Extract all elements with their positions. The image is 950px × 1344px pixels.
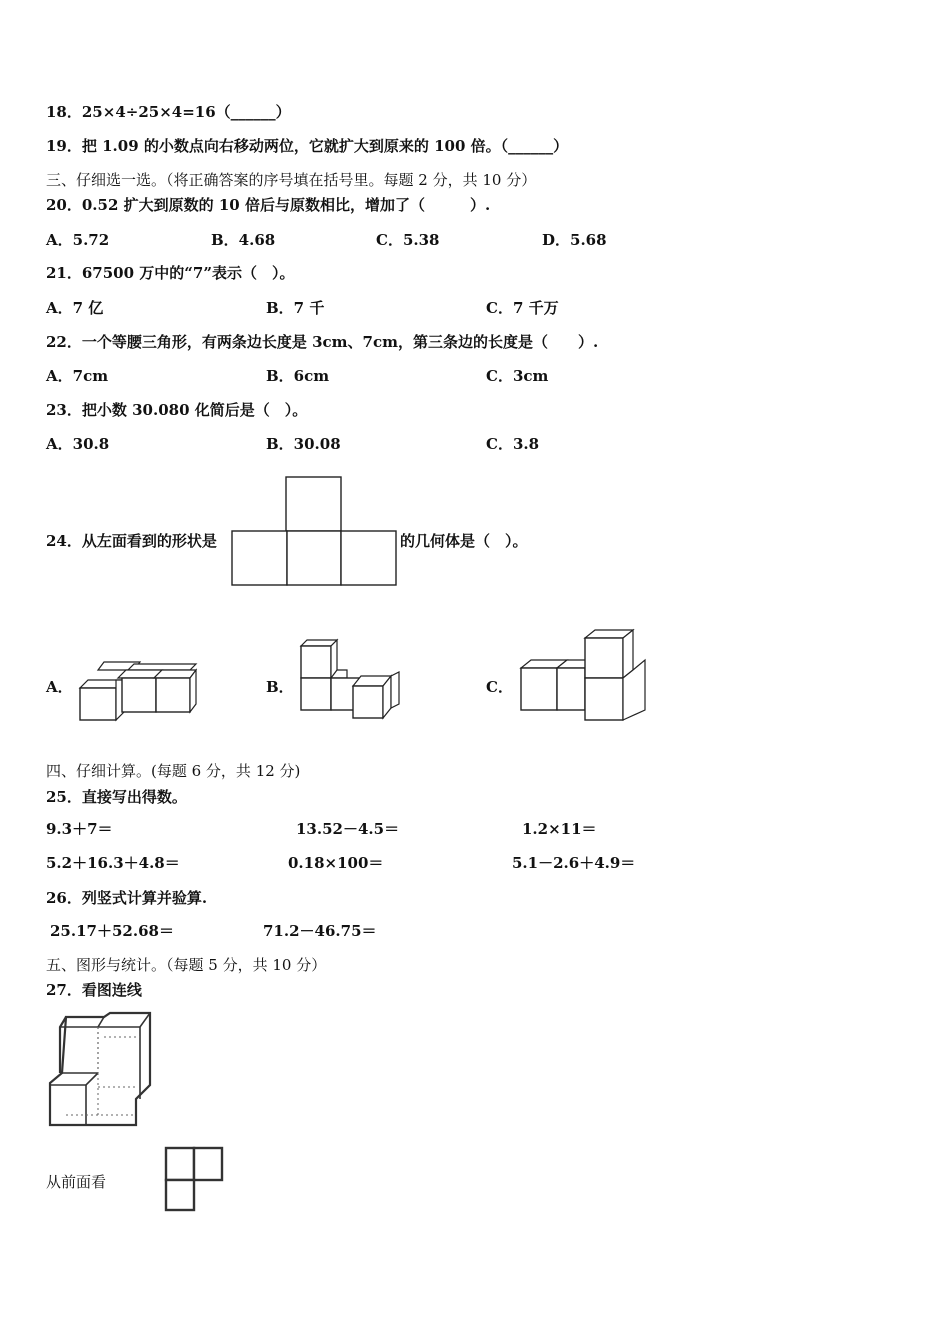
question-26-stem: 26．列竖式计算并验算. — [46, 889, 208, 907]
q24-option-a-figure — [80, 660, 198, 722]
q26-item-2: 71.2－46.75＝ — [263, 922, 377, 940]
q21-option-c[interactable]: C．7 千万 — [486, 299, 559, 317]
q20-option-b[interactable]: B．4.68 — [211, 231, 276, 249]
q20-option-a[interactable]: A．5.72 — [46, 231, 110, 249]
q24-option-b[interactable]: B． — [266, 678, 294, 696]
q24-option-c-figure — [519, 628, 649, 722]
question-18: 18．25×4÷25×4=16（______） — [46, 103, 291, 121]
q22-option-a[interactable]: A．7cm — [46, 367, 109, 385]
q25-item-1: 9.3＋7＝ — [46, 820, 113, 838]
section-3-heading: 三、仔细选一选。（将正确答案的序号填在括号里。每题 2 分，共 10 分） — [46, 171, 537, 189]
q24-option-b-figure — [299, 638, 403, 720]
q25-item-2: 13.52－4.5＝ — [296, 820, 400, 838]
question-27-stem: 27．看图连线 — [46, 981, 142, 999]
question-24-stem-after: 的几何体是（ ）。 — [400, 532, 528, 550]
q24-option-a[interactable]: A． — [46, 678, 73, 696]
q20-option-c[interactable]: C．5.38 — [376, 231, 440, 249]
q23-option-b[interactable]: B．30.08 — [266, 435, 341, 453]
q27-front-view-label: 从前面看 — [46, 1173, 107, 1191]
q20-option-d[interactable]: D．5.68 — [542, 231, 607, 249]
q23-option-c[interactable]: C．3.8 — [486, 435, 540, 453]
left-view-figure — [231, 476, 397, 586]
q22-option-b[interactable]: B．6cm — [266, 367, 330, 385]
question-23-stem: 23．把小数 30.080 化简后是（ ）。 — [46, 401, 308, 419]
q27-front-view-figure — [164, 1146, 224, 1212]
question-24-stem-before: 24．从左面看到的形状是 — [46, 532, 217, 550]
section-4-heading: 四、仔细计算。(每题 6 分，共 12 分) — [46, 762, 301, 780]
question-25-stem: 25．直接写出得数。 — [46, 788, 187, 806]
q21-option-a[interactable]: A．7 亿 — [46, 299, 104, 317]
q22-option-c[interactable]: C．3cm — [486, 367, 549, 385]
q25-item-5: 0.18×100＝ — [288, 854, 384, 872]
section-5-heading: 五、图形与统计。（每题 5 分，共 10 分） — [46, 956, 327, 974]
q21-option-b[interactable]: B．7 千 — [266, 299, 325, 317]
q26-item-1: 25.17＋52.68＝ — [50, 922, 174, 940]
q23-option-a[interactable]: A．30.8 — [46, 435, 110, 453]
question-20-stem: 20．0.52 扩大到原数的 10 倍后与原数相比，增加了（ ）. — [46, 196, 491, 214]
q27-solid-figure — [46, 1013, 156, 1129]
q25-item-6: 5.1－2.6＋4.9＝ — [512, 854, 636, 872]
q25-item-3: 1.2×11＝ — [522, 820, 597, 838]
question-21-stem: 21．67500 万中的“7”表示（ ）。 — [46, 264, 295, 282]
question-19: 19．把 1.09 的小数点向右移动两位，它就扩大到原来的 100 倍。（______） — [46, 137, 569, 155]
q25-item-4: 5.2＋16.3＋4.8＝ — [46, 854, 180, 872]
q24-option-c[interactable]: C． — [486, 678, 513, 696]
question-22-stem: 22．一个等腰三角形，有两条边长度是 3cm、7cm，第三条边的长度是（ ）. — [46, 333, 599, 351]
